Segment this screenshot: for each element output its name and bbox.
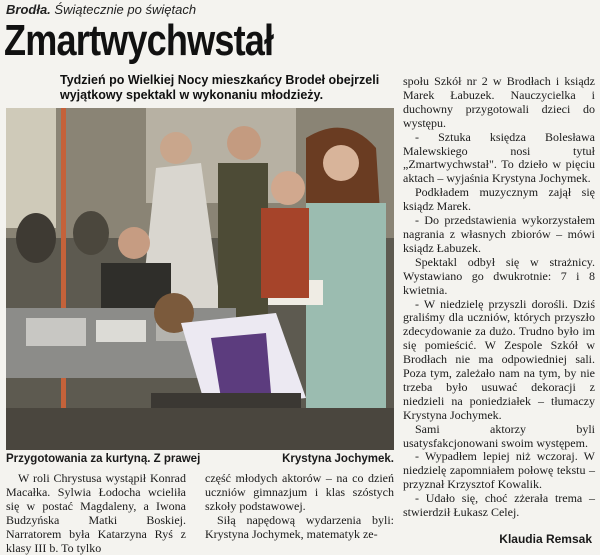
article-column-1 [6, 472, 186, 555]
paragraph: Spektakl odbył się w strażnicy. Wystawiano go dwukrotnie: 7 i 8 kwietnia. [403, 254, 595, 297]
section-kicker [6, 2, 196, 17]
paragraph: - Do przedstawienia wykorzystałem nagrania z własnych zbiorów – mówi ksiądz Łabuzek. [403, 213, 595, 255]
photo-illustration [6, 108, 394, 450]
kicker-title: Świątecznie po świętach [54, 2, 197, 17]
article-column-3 [403, 75, 595, 520]
paragraph: Siłą napędową wydarzenia byli: Krystyna Jochymek, matematyk ze- [205, 512, 394, 541]
paragraph: - Wypadłem lepiej niż wczoraj. W niedzielę zapomniałem połowę tekstu – przyznał Krzysztof Kowalik. [403, 449, 595, 492]
paragraph: Podkładem muzycznym zajął się ksiądz Marek. [403, 185, 595, 214]
kicker-place: Brodła. [6, 2, 51, 17]
article-column-2 [205, 472, 394, 542]
paragraph: Sami aktorzy byli usatysfakcjonowani swoim występem. [403, 421, 595, 450]
caption-right: Krystyna Jochymek. [282, 453, 394, 465]
article-lead: Tydzień po Wielkiej Nocy mieszkańcy Brodeł obejrzeli wyjątkowy spektakl w wykonaniu młodzieży. [60, 73, 380, 102]
paragraph: - W niedzielę przyszli dorośli. Dziś graliśmy dla uczniów, których przyszło zdecydowanie za dużo. Trudno było im się pomieścić. W Zespole Szkół w Brodłach nie ma odpowiedniej sali. Poza tym, zależało nam na tym, by nie trzeba było usuwać dekoracji z niedzieli na poniedziałek – tłumaczy Krystyna Jochymek. [403, 296, 595, 422]
article-headline: Zmartwychwstał [4, 16, 274, 65]
paragraph: część młodych aktorów – na co dzień uczniów gimnazjum i klas szóstych szkoły podstawowej. [205, 471, 394, 513]
caption-left: Przygotowania za kurtyną. Z prawej [6, 453, 201, 465]
paragraph: - Udało się, choć zżerała trema – stwierdził Łukasz Celej. [403, 491, 595, 520]
article-photo [6, 108, 394, 450]
paragraph: - Sztuka księdza Bolesława Malewskiego nosi tytuł „Zmartwychwstał". To dzieło w pięciu aktach – wyjaśnia Krystyna Jochymek. [403, 129, 595, 186]
photo-caption [6, 452, 394, 466]
paragraph: społu Szkół nr 2 w Brodłach i ksiądz Marek Łabuzek. Nauczycielka i duchowny przygotowali dzieci do występu. [403, 74, 595, 130]
paragraph: W roli Chrystusa wystąpił Konrad Macałka. Sylwia Łodocha wcieliła się w postać Magdaleny, a Iwona Budzyńska Matki Boskiej. Narratorem była Katarzyna Ryś z klasy III b. To tylko [6, 471, 186, 555]
author-byline: Klaudia Remsak [499, 532, 592, 546]
